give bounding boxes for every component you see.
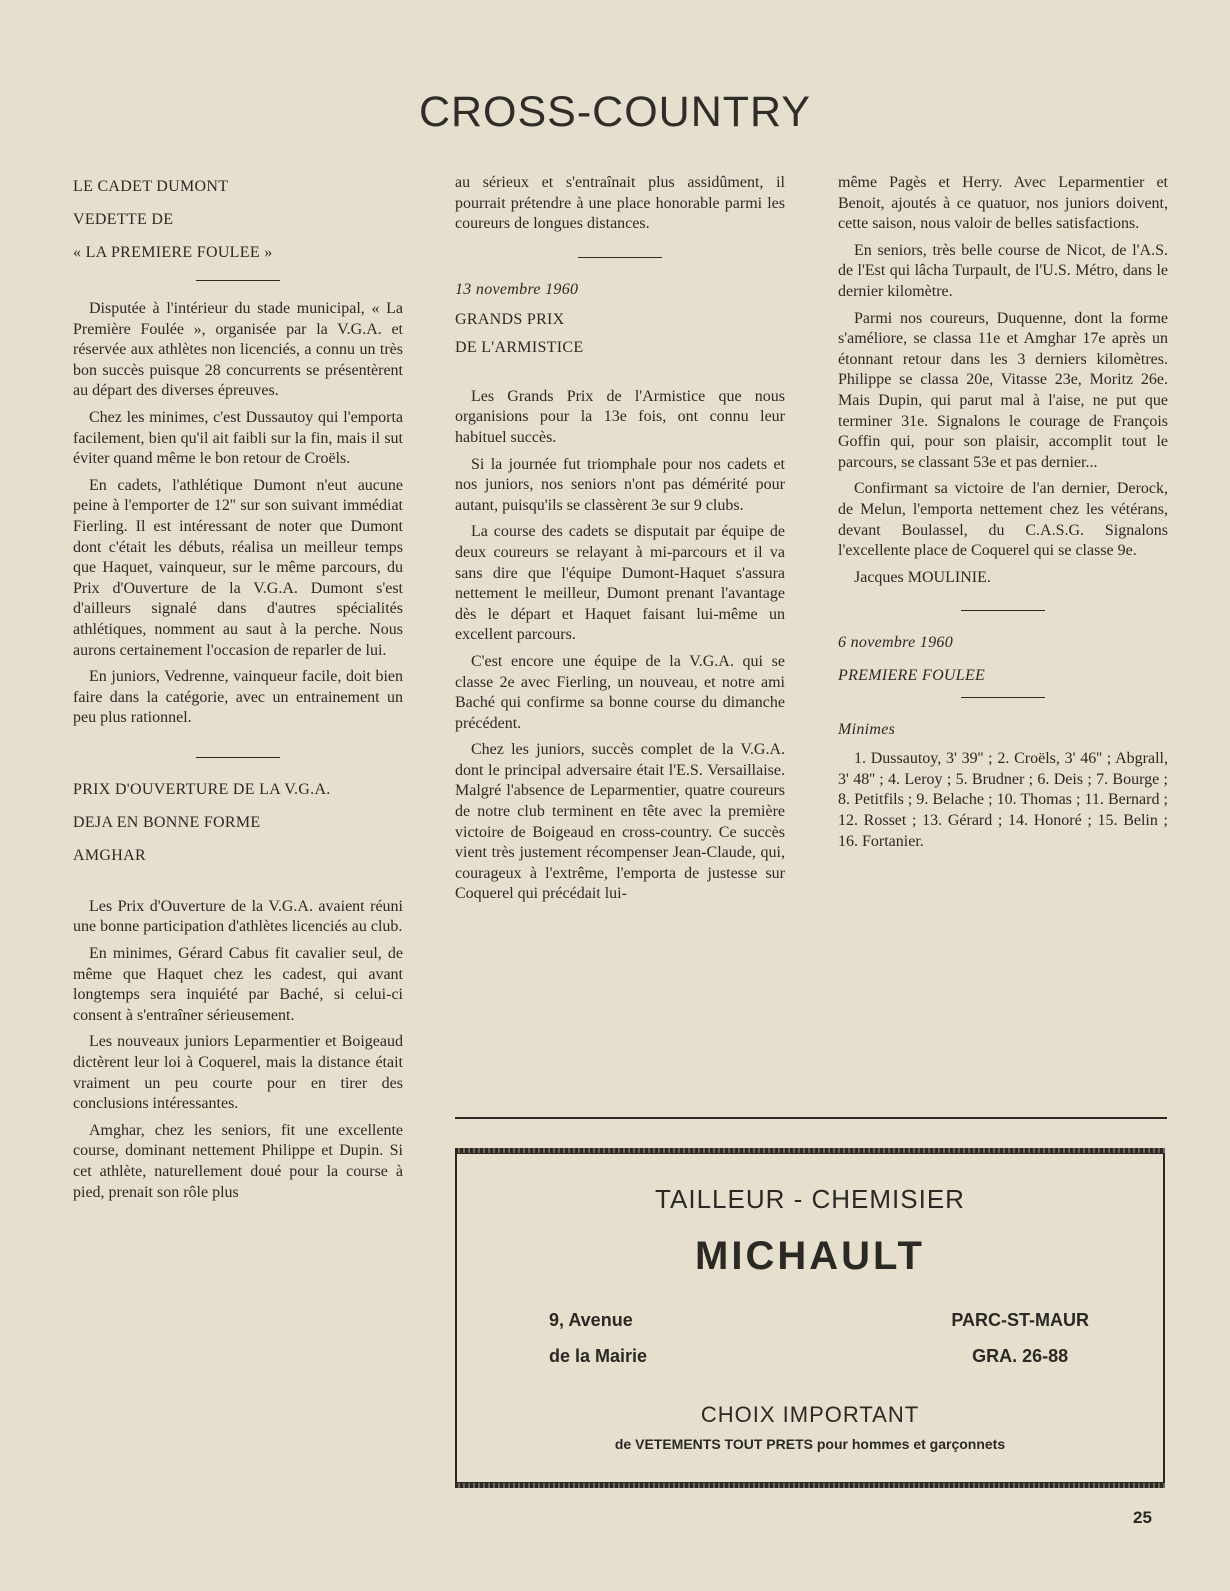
- paragraph: En seniors, très belle course de Nicot, de l'A.S. de l'Est qui lâcha Turpault, de l'U.S. Métro, dans le dernier kilomètre.: [838, 241, 1168, 300]
- paragraph: Les Prix d'Ouverture de la V.G.A. avaient réuni une bonne participation d'athlètes licenciés au club.: [73, 897, 403, 936]
- advertisement: [455, 1152, 1165, 1484]
- ad-city: PARC-ST-MAUR: [951, 1310, 1089, 1330]
- paragraph: En minimes, Gérard Cabus fit cavalier seul, de même que Haquet chez les cadest, qui avant longtemps sera inquiété par Baché, si celui-ci consent à s'entraîner sérieusement.: [73, 945, 403, 1024]
- paragraph: En cadets, l'athlétique Dumont n'eut aucune peine à l'emporter de 12'' sur son suivant immédiat Fierling. Il est intéressant de noter que Dumont dont c'était les débuts, réalisa un meilleur temps que Haquet, vainqueur, sur le même parcours, du Prix d'Ouverture de la V.G.A. Dumont s'est d'ailleurs signalé dans d'autres spécialités athlétiques, nomment au saut à la perche. Nous aurons certainement l'occasion de reparler de lui.: [73, 476, 403, 659]
- horizontal-rule: [455, 1117, 1167, 1119]
- divider: [196, 757, 280, 758]
- ad-address-line: de la Mairie: [549, 1346, 648, 1366]
- ad-address: [549, 1302, 647, 1374]
- page-title: CROSS-COUNTRY: [418, 88, 812, 136]
- paragraph: Disputée à l'intérieur du stade municipal, « La Première Foulée », organisée par la V.G.A. et réservée aux athlètes non licenciés, a connu un très bon succès puisque 28 concurrents se présentèrent au départ des diverses épreuves.: [73, 300, 403, 400]
- author-signature: Jacques MOULINIE.: [854, 568, 991, 586]
- paragraph: C'est encore une équipe de la V.G.A. qui se classe 2e avec Fierling, un nouveau, et notre ami Baché qui confirme sa bonne course du dimanche précédent.: [455, 652, 785, 732]
- results-list: 1. Dussautoy, 3' 39'' ; 2. Croëls, 3' 46'' ; Abgrall, 3' 48'' ; 4. Leroy ; 5. Brudner ; 6. Deis ; 7. Bourge ; 8. Petitfils ; 9. Belache ; 10. Thomas ; 11. Bernard ; 12. Rosset ; 13. Gérard ; 14. Honoré ; 15. Belin ; 16. Fortanier.: [838, 750, 1168, 850]
- continued-paragraph: au sérieux et s'entraînait plus assidûment, il pourrait prétendre à une place honorable parmi les coureurs de longues distances.: [455, 174, 785, 233]
- paragraph: Les Grands Prix de l'Armistice que nous organisions pour la 13e fois, ont connu leur habituel succès.: [455, 387, 785, 446]
- ad-subtitle: TAILLEUR - CHEMISIER: [655, 1184, 965, 1214]
- divider: [961, 697, 1045, 698]
- section-heading-line: LE CADET DUMONT: [73, 178, 229, 195]
- section-heading-line: « LA PREMIERE FOULEE »: [73, 244, 273, 261]
- paragraph: Amghar, chez les seniors, fit une excellente course, dominant nettement Philippe et Dupin. Si cet athlète, naturellement doué pour la course à pied, prenait son rôle plus: [73, 1121, 403, 1201]
- paragraph: En juniors, Vedrenne, vainqueur facile, doit bien faire dans la catégorie, avec un entrainement un peu plus rationnel.: [73, 668, 403, 727]
- column-1: [73, 173, 403, 1209]
- section-heading-line: AMGHAR: [73, 846, 146, 864]
- ad-business-name: MICHAULT: [695, 1234, 925, 1278]
- event-date: 13 novembre 1960: [455, 280, 579, 298]
- section-heading-line: PREMIERE FOULEE: [838, 667, 986, 685]
- ad-phone: GRA. 26-88: [972, 1346, 1069, 1366]
- page-number: 25: [1133, 1508, 1152, 1527]
- ad-tagline: de VETEMENTS TOUT PRETS pour hommes et garçonnets: [614, 1436, 1006, 1452]
- column-3: [838, 173, 1168, 858]
- paragraph: Chez les minimes, c'est Dussautoy qui l'emporta facilement, bien qu'il ait faibli sur la fin, mais il sut éviter quand même le bon retour de Croëls.: [73, 408, 403, 468]
- ad-address-line: 9, Avenue: [549, 1310, 633, 1330]
- paragraph: Confirmant sa victoire de l'an dernier, Derock, de Melun, l'emporta nettement chez les vétérans, devant Boulassel, du C.A.S.G. Signalons l'excellente place de Coquerel qui se classe 9e.: [838, 480, 1168, 560]
- divider: [196, 280, 280, 281]
- category-heading: Minimes: [838, 721, 896, 739]
- ad-contact: [951, 1302, 1089, 1374]
- ad-headline: CHOIX IMPORTANT: [700, 1402, 920, 1427]
- paragraph: Les nouveaux juniors Leparmentier et Boigeaud dictèrent leur loi à Coquerel, mais la distance était vraiment un peu courte pour en tirer des conclusions intéressantes.: [73, 1033, 403, 1113]
- paragraph: même Pagès et Herry. Avec Leparmentier et Benoit, ajoutés à ce quatuor, nos juniors doivent, cette saison, nous valoir de belles satisfactions.: [838, 174, 1168, 233]
- paragraph: Chez les juniors, succès complet de la V.G.A. dont le principal adversaire était l'E.S. Versaillaise. Malgré l'absence de Leparmentier, quatre coureurs de notre club terminent en tête avec la première victoire de Boigeaud en cross-country. Ce succès vient très justement récompenser Jean-Claude, qui, courageux à l'extrême, l'emporta de justesse sur Coquerel qui précédait lui-: [455, 741, 785, 903]
- section-heading-line: PRIX D'OUVERTURE DE LA V.G.A.: [73, 780, 331, 798]
- spacer: [73, 875, 403, 897]
- column-2: [455, 173, 785, 911]
- divider: [578, 257, 662, 258]
- section-heading-line: GRANDS PRIX: [455, 310, 565, 328]
- spacer: [455, 365, 785, 387]
- section-heading-line: VEDETTE DE: [73, 211, 174, 228]
- section-heading-line: DEJA EN BONNE FORME: [73, 813, 261, 831]
- paragraph: Si la journée fut triomphale pour nos cadets et nos juniors, nos seniors n'ont pas démérité pour autant, puisqu'ils se classèrent 3e sur 9 clubs.: [455, 455, 785, 514]
- paragraph: Parmi nos coureurs, Duquenne, dont la forme s'améliore, se classa 11e et Amghar 17e après un étonnant retour dans les 3 derniers kilomètres. Philippe se classa 20e, Vitasse 23e, Moritz 26e. Mais Dupin, qui parut mal à l'aise, ne put que terminer 31e. Signalons le courage de François Goffin qui, pour son plaisir, accomplit tout le parcours, se classant 53e et pas dernier...: [838, 309, 1168, 471]
- divider: [961, 610, 1045, 611]
- event-date: 6 novembre 1960: [838, 634, 953, 652]
- paragraph: La course des cadets se disputait par équipe de deux coureurs se relayant à mi-parcours et il va sans dire que l'équipe Dumont-Haquet s'assura nettement le meilleur, Dumont prenant l'avantage dès le départ et Haquet faisant lui-même un excellent parcours.: [455, 523, 785, 644]
- section-heading-line: DE L'ARMISTICE: [455, 338, 584, 356]
